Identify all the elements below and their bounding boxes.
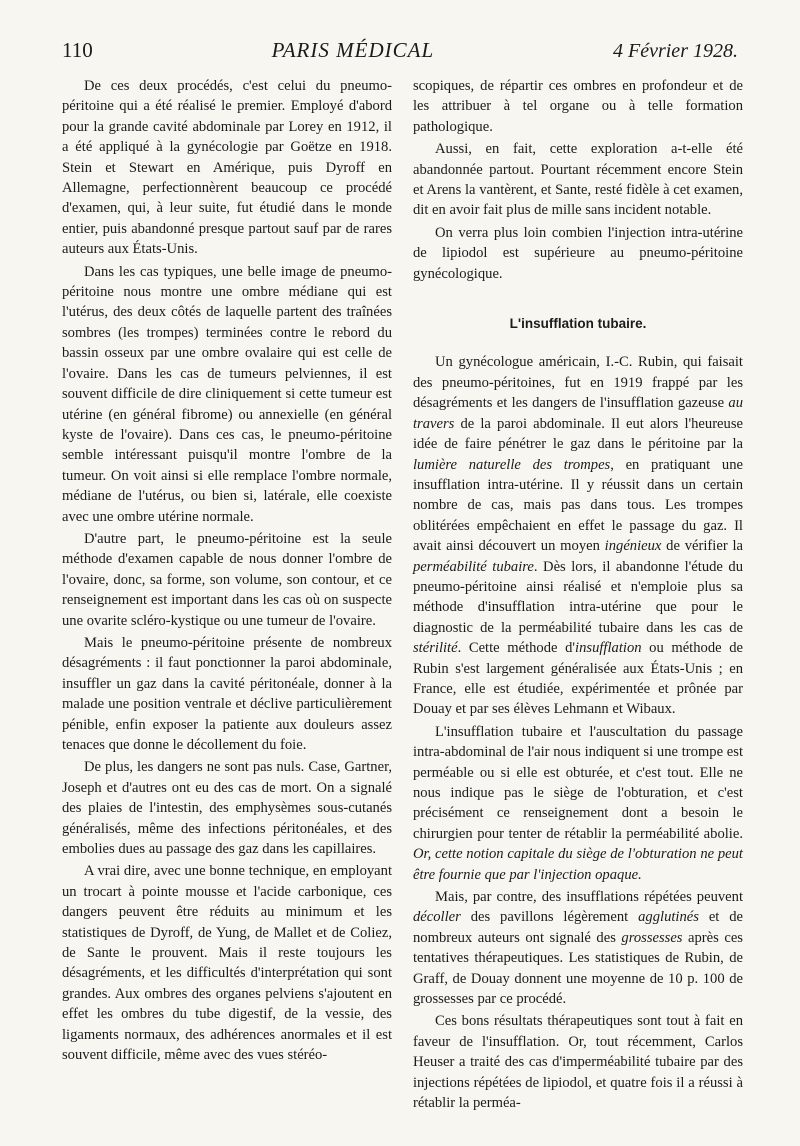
emphasis: grossesses bbox=[621, 929, 683, 946]
text-run: après ces tentatives thérapeutiques. Les statistiques de Rubin, de Graff, de Douay donnent une moyenne de 10 p. 100 de grossesses par ce procédé. bbox=[413, 929, 743, 1008]
right-column bbox=[413, 76, 743, 1116]
text-run: . Dès lors, il abandonne l'étude du pneumo-péritoine ainsi réalisé et n'emploie plus sa méthode d'insufflation intra-utérine que pour le diagnostic de la perméabilité tubaire dans les cas de bbox=[413, 558, 743, 636]
journal-title: PARIS MÉDICAL bbox=[271, 38, 435, 62]
text-run: . Cette méthode d' bbox=[457, 640, 576, 657]
emphasis: au travers bbox=[413, 395, 743, 432]
text-run: et de nombreux auteurs ont signalé des bbox=[413, 909, 743, 946]
emphasis: perméabilité tubaire bbox=[413, 558, 534, 575]
paragraph: D'autre part, le pneumo-péritoine est la seule méthode d'examen capable de nous donner l'ombre de l'ovaire, donc, sa forme, son volume, son contour, et ce renseignement est important dans les cas où on suspecte une ovarite scléro-kystique ou une tumeur de l'ovaire. bbox=[62, 530, 392, 629]
emphasis: Or, cette notion capitale du siège de l'obturation ne peut être fournie que par l'injection opaque. bbox=[413, 846, 743, 883]
emphasis: stérilité bbox=[413, 640, 458, 657]
paragraph-continued: scopiques, de répartir ces ombres en profondeur et de les attribuer à tel organe ou à telle formation pathologique. bbox=[413, 78, 743, 135]
paragraph: Dans les cas typiques, une belle image de pneumo-péritoine nous montre une ombre médiane qui est l'utérus, des deux côtés de laquelle partent des traînées sombres (les trompes) terminées contre le rebord du bassin osseux par une ombre ovalaire qui est celle de l'ovaire. Dans les cas de tumeurs pelviennes, il est souvent difficile de dire cliniquement si cette tumeur est utérine (en général fibrome) ou annexielle (en général kyste de l'ovaire). Dans ces cas, le pneumo-péritoine semble intéressant puisqu'il montre l'ombre de la tumeur. On voit ainsi si elle remplace l'ombre normale, médiane de l'utérus, ou bien si, latérale, elle coexiste avec une ombre utérine normale. bbox=[62, 263, 392, 525]
text-run: de la paroi abdominale. Il eut alors l'heureuse idée de faire pénétrer le gaz dans le péritoine par la bbox=[413, 415, 743, 453]
text-run: ou méthode de Rubin s'est largement généralisée aux États-Unis ; en France, elle est étudiée, expérimentée et prônée par Douay et par ses élèves Lehmann et Wibaux. bbox=[413, 640, 743, 718]
text-run: , en pratiquant une insufflation intra-utérine. Il y réussit dans un certain nombre de cas, mais pas dans tous. Les trompes oblitérées empêchaient en effet le passage du gaz. Il avait ainsi découvert un moyen bbox=[413, 456, 743, 555]
paragraph: Ces bons résultats thérapeutiques sont tout à fait en faveur de l'insufflation. Or, tout récemment, Carlos Heuser a traité des cas d'imperméabilité tubaire par des injections répétées de lipiodol, et quatre fois il a réussi à rétablir la perméa- bbox=[413, 1013, 743, 1112]
page-header bbox=[62, 38, 738, 72]
paragraph bbox=[413, 887, 743, 1009]
paragraph: Mais le pneumo-péritoine présente de nombreux désagréments : il faut ponctionner la paroi abdominale, insuffler un gaz dans la cavité péritonéale, donner à la malade une position ventrale et déclive particulièrement pénible, enfin exposer la patiente aux douleurs assez tenaces que donne le décollement du foie. bbox=[62, 634, 392, 753]
issue-date: 4 Février 1928. bbox=[613, 40, 738, 62]
emphasis: décoller bbox=[413, 909, 461, 926]
section-heading: L'insufflation tubaire. bbox=[509, 316, 647, 332]
paragraph: On verra plus loin combien l'injection intra-utérine de lipiodol est supérieure au pneumo-péritoine gynécologique. bbox=[413, 224, 743, 282]
text-run: L'insufflation tubaire et l'auscultation du passage intra-abdominal de l'air nous indiquent si une trompe est perméable ou si elle est obturée, et c'est tout. Elle ne nous indique pas le siège de l'obturation, et c'est précisément ce renseignement dont a besoin le chirurgien pour tenter de rétablir la perméabilité abolie. bbox=[413, 723, 743, 842]
paragraph: A vrai dire, avec une bonne technique, en employant un trocart à pointe mousse et l'acide carbonique, ces dangers peuvent être réduits au minimum et les statistiques de Dyroff, de Yung, de Mallet et de Coliez, de Sante le prouvent. Mais il reste toujours les désagréments, et les difficultés d'interprétation qui sont grandes. Aux ombres des organes pelviens s'ajoutent en effet les ombres du tube digestif, de la vessie, des ligaments normaux, des adhérences anormales et il est souvent difficile, même avec des vues stéréo- bbox=[62, 863, 392, 1064]
left-column bbox=[62, 76, 392, 1068]
emphasis: agglutinés bbox=[638, 909, 699, 926]
text-run: Mais, par contre, des insufflations répétées peuvent bbox=[435, 889, 743, 906]
paragraph: Aussi, en fait, cette exploration a-t-elle été abandonnée partout. Pourtant récemment encore Stein et Arens la vantèrent, et Sante, resté fidèle à cet examen, dit en avoir fait plus de mille sans incident notable. bbox=[413, 141, 743, 219]
emphasis: ingénieux bbox=[604, 538, 662, 555]
text-run: Un gynécologue américain, I.-C. Rubin, qui faisait des pneumo-péritoines, fut en 1919 frappé par les désagréments et les dangers de l'insufflation gazeuse bbox=[413, 354, 743, 412]
paragraph bbox=[413, 722, 743, 885]
text-run: de vérifier la bbox=[661, 538, 743, 555]
emphasis: lumière naturelle des trompes bbox=[413, 456, 611, 473]
paragraph: De ces deux procédés, c'est celui du pneumo-péritoine qui a été réalisé le premier. Employé d'abord pour la grande cavité abdominale par Lorey en 1912, il a été appliqué à la gynécologie par Goëtze en 1918. Stein et Stewart en Amérique, puis Dyroff en Allemagne, perfectionnèrent beaucoup ce procédé d'examen, qui, à leur suite, fut étudié dans le monde entier, puis abandonné presque partout sauf par de rares auteurs aux États-Unis. bbox=[62, 78, 392, 258]
paragraph bbox=[413, 352, 743, 719]
paragraph: De plus, les dangers ne sont pas nuls. Case, Gartner, Joseph et d'autres ont eu des cas de mort. On a signalé des plaies de l'intestin, des emphysèmes sous-cutanés généralisés, même des infections péritonéales, et des embolies dues au passage des gaz dans les capillaires. bbox=[62, 759, 392, 858]
page-number: 110 bbox=[62, 38, 93, 62]
emphasis: insufflation bbox=[575, 640, 642, 657]
text-run: des pavillons légèrement bbox=[460, 909, 639, 926]
